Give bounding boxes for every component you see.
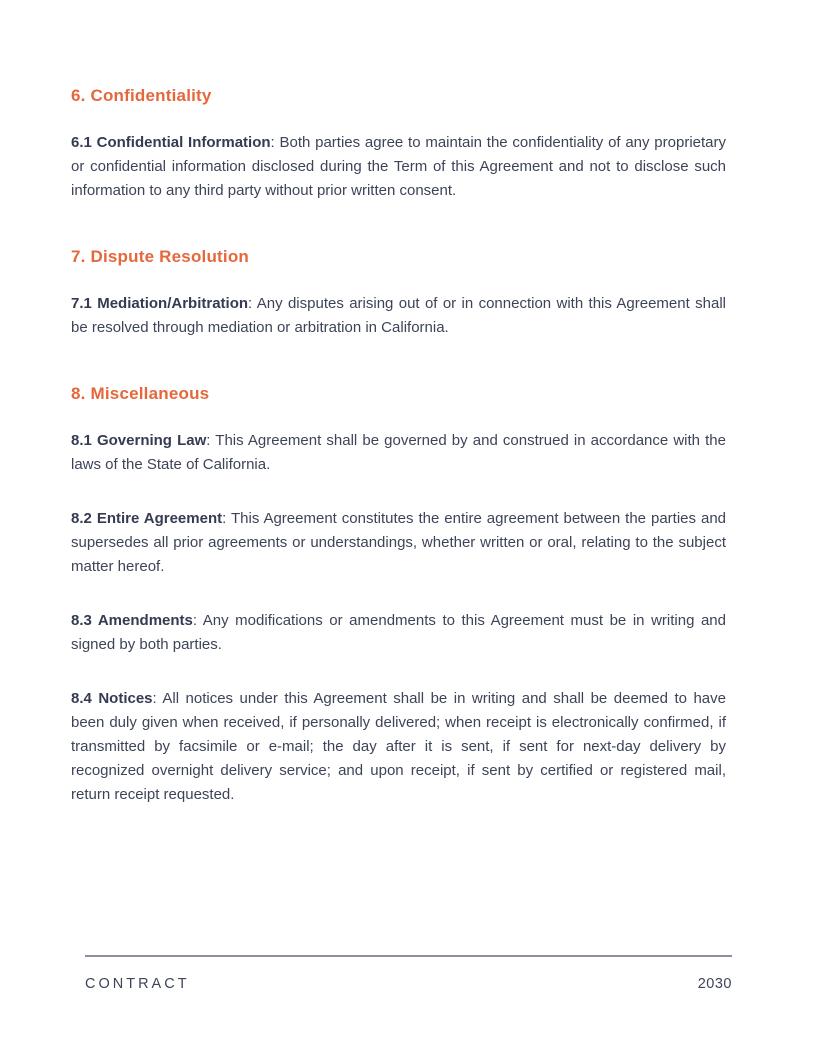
clause-lead: 6.1 Confidential Information xyxy=(71,134,271,151)
paragraph xyxy=(71,429,726,477)
document-body xyxy=(71,0,726,807)
clause-text: : All notices under this Agreement shall be in writing and shall be deemed to have been duly given when received, if personally delivered; when receipt is electronically confirmed, if transmitted by facsimile or e-mail; the day after it is sent, if sent for next-day delivery by recognized overnight delivery service; and upon receipt, if sent by certified or registered mail, return receipt requested. xyxy=(71,690,726,803)
section-confidentiality xyxy=(71,86,726,203)
footer-document-label: CONTRACT xyxy=(85,976,190,992)
paragraph xyxy=(71,131,726,203)
section-dispute-resolution xyxy=(71,247,726,340)
paragraph xyxy=(71,609,726,657)
section-heading: 7. Dispute Resolution xyxy=(71,247,249,266)
paragraph xyxy=(71,507,726,579)
section-heading: 6. Confidentiality xyxy=(71,86,212,105)
section-heading: 8. Miscellaneous xyxy=(71,384,210,403)
paragraph xyxy=(71,292,726,340)
clause-lead: 8.2 Entire Agreement xyxy=(71,510,223,527)
clause-text: : Both parties agree to maintain the confidentiality of any proprietary or confidential information disclosed during the Term of this Agreement and not to disclose such information to any third party without prior written consent. xyxy=(71,134,726,199)
clause-lead: 8.3 Amendments xyxy=(71,612,193,629)
clause-text: : Any disputes arising out of or in connection with this Agreement shall be resolved through mediation or arbitration in California. xyxy=(71,295,726,336)
section-miscellaneous xyxy=(71,384,726,807)
page-footer xyxy=(85,955,732,992)
clause-lead: 8.4 Notices xyxy=(71,690,153,707)
clause-text: : Any modifications or amendments to this Agreement must be in writing and signed by both parties. xyxy=(71,612,726,653)
clause-lead: 7.1 Mediation/Arbitration xyxy=(71,295,249,312)
clause-text: : This Agreement shall be governed by and construed in accordance with the laws of the State of California. xyxy=(71,432,726,473)
footer-row xyxy=(85,957,732,992)
clause-lead: 8.1 Governing Law xyxy=(71,432,207,449)
paragraph xyxy=(71,687,726,807)
footer-year: 2030 xyxy=(697,976,732,992)
clause-text: : This Agreement constitutes the entire agreement between the parties and supersedes all prior agreements or understandings, whether written or oral, relating to the subject matter hereof. xyxy=(71,510,727,575)
